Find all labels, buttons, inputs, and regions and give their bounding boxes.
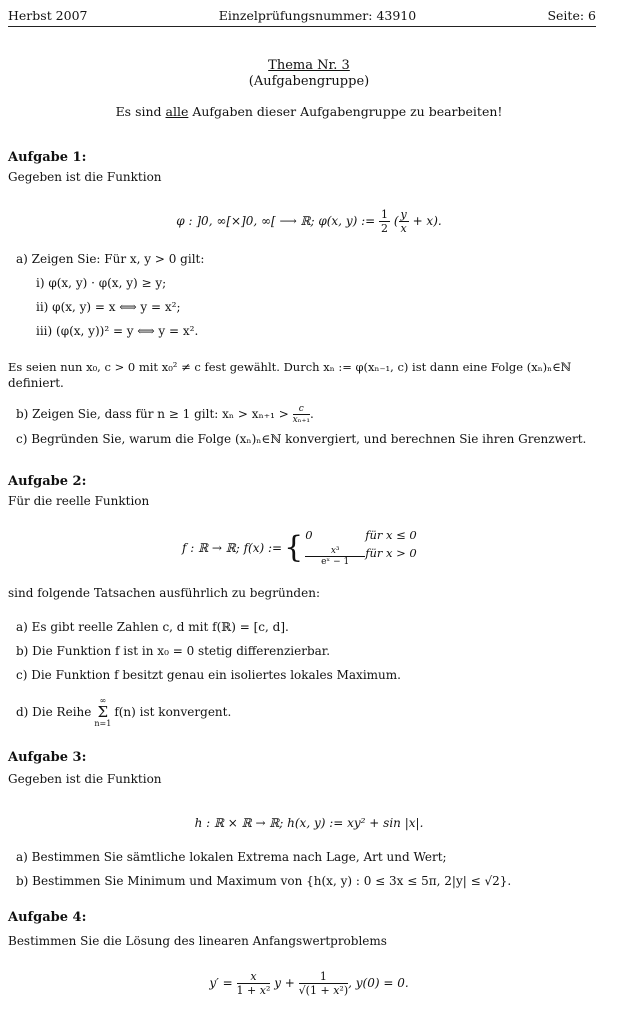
instruction-pre: Es sind [115,104,166,119]
a4-frac2: $\frac{1}{\text{√(1 + x²)}}$ [298,970,349,997]
a4-mid: y + [274,976,299,990]
header-page: Seite: 6 [547,8,596,23]
a1-text-line2: definiert. [8,376,64,390]
a1-intro: Gegeben ist die Funktion [8,170,162,184]
a2-part-d-pre: d) Die Reihe [16,705,92,719]
a1-formula-head: φ : ]0, ∞[×]0, ∞[ ⟶ ℝ; φ(x, y) := [176,214,380,228]
a1-half: $\frac{1}{2}$ [381,208,389,235]
a2-case1-value: 0 [305,528,313,542]
a2-part-c: c) Die Funktion f besitzt genau ein isoliertes lokales Maximum. [16,668,401,682]
a1-text-line1: Es seien nun x₀, c > 0 mit x₀² ≠ c fest gewählt. Durch xₙ := φ(xₙ₋₁, c) ist dann eine Folge (xₙ)ₙ∈ℕ [8,360,572,374]
a1-c-fraction: $\frac{c}{\text{xₙ₊₁}}$ [292,404,310,425]
a1-part-a-iii: iii) (φ(x, y))² = y ⟺ y = x². [36,324,199,338]
a2-heading: Aufgabe 2: [8,474,87,489]
a3-heading: Aufgabe 3: [8,750,87,765]
a1-heading: Aufgabe 1: [8,150,87,165]
a3-part-b: b) Bestimmen Sie Minimum und Maximum von {h(x, y) : 0 ≤ 3x ≤ 5π, 2|y| ≤ √2}. [16,874,512,888]
a1-y-over-x: $\frac{y}{x}$ [400,208,407,235]
a2-formula-head: f : ℝ → ℝ; f(x) := [182,540,283,555]
a1-part-b: b) Zeigen Sie, dass für n ≥ 1 gilt: xₙ > xₙ₊₁ > $\frac{c}{\text{xₙ₊₁}}$ . [16,404,314,425]
instruction-post: Aufgaben dieser Aufgabengruppe zu bearbeiten! [188,104,503,119]
thema-title: Thema Nr. 3 [268,58,350,73]
a3-formula: h : ℝ × ℝ → ℝ; h(x, y) := xy² + sin |x|. [194,816,424,830]
a4-rhs: , y(0) = 0. [348,976,409,990]
a1-formula: φ : ]0, ∞[×]0, ∞[ ⟶ ℝ; φ(x, y) := $\frac{1}{2}$ ( $\frac{y}{x}$ + x). [176,208,442,235]
a2-part-a: a) Es gibt reelle Zahlen c, d mit f(ℝ) = [c, d]. [16,620,289,634]
a2-formula [182,528,417,567]
thema-subtitle: (Aufgabengruppe) [248,74,370,89]
a4-frac1: $\frac{x}{\text{1 + x²}}$ [236,970,271,997]
a1-part-a-i: i) φ(x, y) · φ(x, y) ≥ y; [36,276,167,290]
a2-part-b: b) Die Funktion f ist in x₀ = 0 stetig differenzierbar. [16,644,331,658]
a3-intro: Gegeben ist die Funktion [8,772,162,786]
a2-cases [305,528,417,567]
a1-formula-tail: + x). [412,214,442,228]
a2-case1-condition: für x ≤ 0 [365,528,417,542]
a4-heading: Aufgabe 4: [8,910,87,925]
a4-intro: Bestimmen Sie die Lösung des linearen Anfangswertproblems [8,934,387,948]
instruction [0,104,618,119]
a2-part-d [16,696,608,728]
header-exam-number: Einzelprüfungsnummer: 43910 [218,8,417,23]
a2-case2-condition: für x > 0 [365,546,417,560]
a1-part-b-text: b) Zeigen Sie, dass für n ≥ 1 gilt: xₙ > xₙ₊₁ > [16,407,293,421]
a2-sum-symbol: ∞ Σ n=1 [94,696,112,728]
instruction-underlined: alle [165,104,189,119]
a1-part-c: c) Begründen Sie, warum die Folge (xₙ)ₙ∈ℕ konvergiert, und berechnen Sie ihren Grenzwert. [16,432,587,446]
a4-formula [0,970,618,997]
a2-text: sind folgende Tatsachen ausführlich zu begründen: [8,586,320,600]
a2-brace: { [284,529,304,565]
a2-case2-value: $\frac{\text{x³}}{\text{eˣ − 1}}$ [305,546,365,567]
a4-lhs: y′ = [209,976,237,990]
a2-part-d-post: f(n) ist konvergent. [114,705,232,719]
a3-part-a: a) Bestimmen Sie sämtliche lokalen Extrema nach Lage, Art und Wert; [16,850,447,864]
a1-part-a-ii: ii) φ(x, y) = x ⟺ y = x²; [36,300,181,314]
header-term: Herbst 2007 [8,8,88,23]
page-header [8,8,596,27]
a1-part-a: a) Zeigen Sie: Für x, y > 0 gilt: [16,252,205,266]
a2-intro: Für die reelle Funktion [8,494,150,508]
